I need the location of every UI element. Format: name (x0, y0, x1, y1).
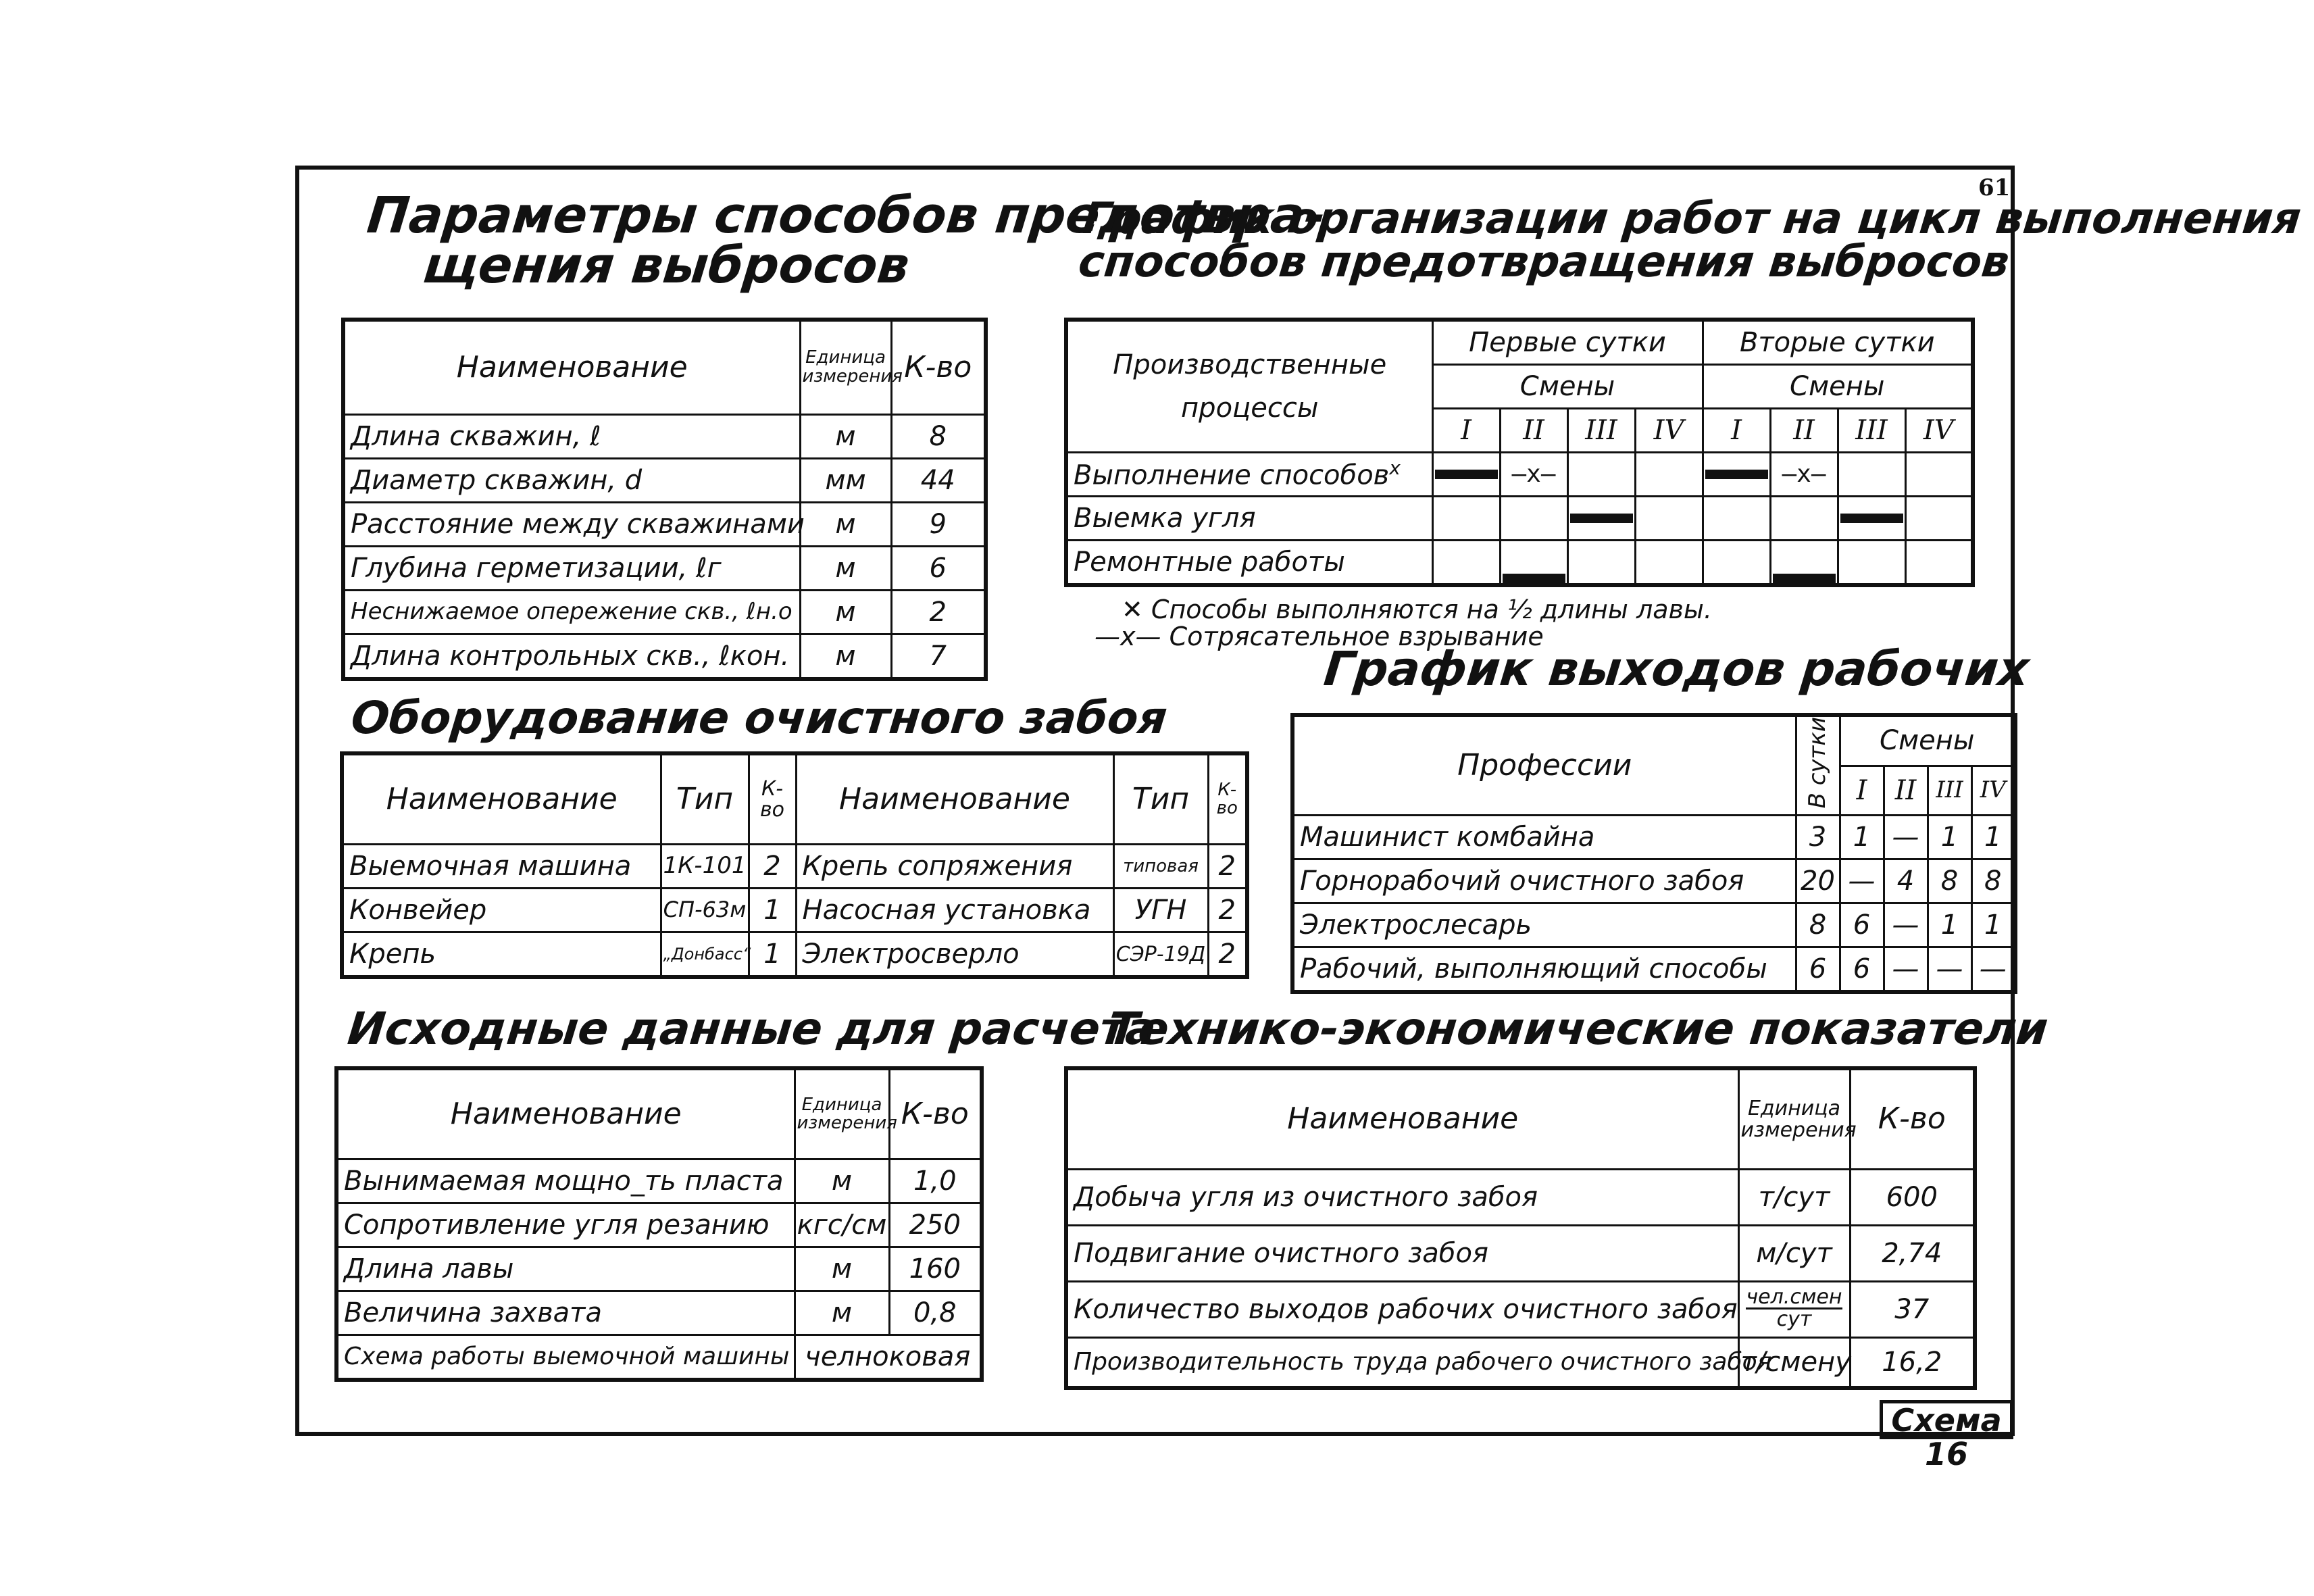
workers-cell-shift: 1 (1928, 903, 1971, 947)
params-cell-qty: 8 (891, 414, 986, 458)
schedule-cell (1703, 497, 1770, 541)
table-row (342, 845, 1247, 889)
schedule-cell-bar (1567, 497, 1635, 541)
equipment-cell-type: СЭР-19Д (1113, 932, 1208, 978)
equipment-cell-type: типовая (1113, 845, 1208, 889)
workers-header-per-day (1796, 715, 1840, 816)
workers-cell-shift: — (1971, 947, 2015, 993)
workers-header-profession: Профессии (1292, 715, 1796, 816)
table-row (336, 1203, 982, 1247)
workers-cell-total: 20 (1796, 859, 1840, 903)
schedule-cell (1635, 497, 1703, 541)
equipment-cell-type: УГН (1113, 889, 1208, 932)
table-row (1066, 1338, 1975, 1389)
tech-header-name: Наименование (1066, 1068, 1738, 1170)
footnote-mark: x (1389, 457, 1401, 480)
params-title (359, 186, 1329, 295)
table-row (1066, 1226, 1975, 1282)
schedule-cell (1567, 453, 1635, 497)
equipment-table (340, 751, 1249, 979)
schedule-shift: II (1500, 409, 1567, 453)
table-row (343, 414, 986, 458)
tech-cell-qty: 600 (1850, 1170, 1975, 1226)
params-cell-qty: 7 (891, 634, 986, 679)
workers-table (1290, 713, 2017, 994)
equipment-cell-name: Электросверло (796, 932, 1113, 978)
schedule-table (1064, 318, 1975, 587)
workers-cell-shift: — (1884, 903, 1928, 947)
table-row (343, 546, 986, 590)
equipment-header-qty: К-во (749, 753, 796, 845)
equipment-cell-qty: 2 (1208, 889, 1247, 932)
schedule-cell-bar (1432, 453, 1500, 497)
input-cell-unit: м (795, 1291, 889, 1335)
table-row (1292, 816, 2015, 859)
workers-cell-total: 6 (1796, 947, 1840, 993)
tech-cell-qty: 16,2 (1850, 1338, 1975, 1389)
table-row (1066, 541, 1973, 586)
input-cell-unit: м (795, 1159, 889, 1203)
params-header-qty: К-во (891, 320, 986, 414)
input-cell-name: Схема работы выемочной машины (336, 1335, 795, 1380)
workers-title: График выходов рабочих (1321, 641, 2032, 697)
schedule-cell (1905, 453, 1973, 497)
workers-cell-total: 3 (1796, 816, 1840, 859)
params-table (341, 318, 988, 681)
schedule-cell (1567, 541, 1635, 586)
schedule-cell (1905, 497, 1973, 541)
params-cell-unit: м (800, 634, 891, 679)
schedule-cell (1500, 497, 1567, 541)
workers-cell-shift: 1 (1971, 816, 2015, 859)
schedule-shifts-label-day2: Смены (1703, 365, 1973, 409)
tech-cell-unit: т/сут (1738, 1170, 1850, 1226)
schedule-title-line1: График организации работ на цикл выполнения (1080, 194, 2304, 244)
input-cell-name: Сопротивление угля резанию (336, 1203, 795, 1247)
schedule-cell (1838, 453, 1905, 497)
schedule-header-day1: Первые сутки (1432, 320, 1703, 365)
equipment-cell-qty: 1 (749, 889, 796, 932)
schedule-process-label (1066, 453, 1432, 497)
schedule-title (1076, 194, 2304, 287)
schedule-process-label: Выемка угля (1066, 497, 1432, 541)
table-row (1292, 859, 2015, 903)
workers-cell-shift: 1 (1928, 816, 1971, 859)
tech-title: Технико-экономические показатели (1105, 1003, 2051, 1055)
tech-cell-name: Количество выходов рабочих очистного забоя (1066, 1282, 1738, 1338)
input-cell-name: Вынимаемая мощно_ть пласта (336, 1159, 795, 1203)
schedule-shift: IV (1635, 409, 1703, 453)
equipment-header-qty-2: К-во (1208, 753, 1247, 845)
input-cell-name: Длина лавы (336, 1247, 795, 1291)
tech-cell-unit: т/смену (1738, 1338, 1850, 1389)
input-title: Исходные данные для расчета (345, 1003, 1159, 1055)
table-row (1292, 903, 2015, 947)
workers-cell-total: 8 (1796, 903, 1840, 947)
params-cell-unit: м (800, 590, 891, 634)
input-cell-qty: 1,0 (889, 1159, 982, 1203)
table-row (336, 1291, 982, 1335)
input-cell-name: Величина захвата (336, 1291, 795, 1335)
schedule-cell (1703, 541, 1770, 586)
equipment-cell-name: Насосная установка (796, 889, 1113, 932)
schedule-shift: III (1838, 409, 1905, 453)
tech-cell-name: Производительность труда рабочего очистного забоя (1066, 1338, 1738, 1389)
schedule-cell (1635, 541, 1703, 586)
table-row (342, 932, 1247, 978)
tech-cell-name: Добыча угля из очистного забоя (1066, 1170, 1738, 1226)
equipment-header-type-2: Тип (1113, 753, 1208, 845)
params-header-unit: Единица измерения (800, 320, 891, 414)
table-row (336, 1159, 982, 1203)
table-row (343, 458, 986, 502)
schedule-shift: III (1567, 409, 1635, 453)
workers-cell-shift: — (1884, 816, 1928, 859)
params-cell-unit: м (800, 502, 891, 546)
table-row (342, 889, 1247, 932)
tech-table (1064, 1066, 1977, 1390)
schedule-cell-x: —x— (1500, 453, 1567, 497)
schedule-shifts-label-day1: Смены (1432, 365, 1703, 409)
workers-header-shifts: Смены (1840, 715, 2015, 766)
schedule-cell (1770, 497, 1838, 541)
schedule-note-2: —x— Сотрясательное взрывание (1095, 622, 1544, 651)
table-row (1066, 497, 1973, 541)
params-cell-name: Длина скважин, ℓ (343, 414, 800, 458)
equipment-cell-qty: 2 (1208, 845, 1247, 889)
params-cell-qty: 44 (891, 458, 986, 502)
params-cell-name: Расстояние между скважинами (343, 502, 800, 546)
equipment-cell-qty: 2 (749, 845, 796, 889)
params-cell-qty: 2 (891, 590, 986, 634)
table-row (343, 634, 986, 679)
workers-cell-profession: Горнорабочий очистного забоя (1292, 859, 1796, 903)
schedule-process-label: Ремонтные работы (1066, 541, 1432, 586)
equipment-cell-name: Крепь сопряжения (796, 845, 1113, 889)
equipment-title: Оборудование очистного забоя (349, 692, 1170, 744)
schedule-cell-bar (1703, 453, 1770, 497)
table-row (1292, 947, 2015, 993)
schedule-process-text: Выполнение способов (1074, 459, 1390, 491)
input-cell-qty: 250 (889, 1203, 982, 1247)
workers-cell-shift: — (1884, 947, 1928, 993)
input-header-unit: Единица измерения (795, 1068, 889, 1159)
input-table (334, 1066, 984, 1382)
schedule-cell-x: —x— (1770, 453, 1838, 497)
equipment-cell-type: 1К-101 (661, 845, 749, 889)
tech-header-unit: Единица измерения (1738, 1068, 1850, 1170)
scheme-stamp: Схема 16 (1880, 1400, 2013, 1439)
schedule-cell (1432, 541, 1500, 586)
input-cell-value: челноковая (795, 1335, 982, 1380)
workers-cell-shift: 4 (1884, 859, 1928, 903)
workers-cell-profession: Электрослесарь (1292, 903, 1796, 947)
workers-cell-shift: — (1840, 859, 1884, 903)
workers-shift: IV (1971, 766, 2015, 816)
schedule-cell (1635, 453, 1703, 497)
fraction-top: чел.смен (1746, 1285, 1842, 1309)
input-header-name: Наименование (336, 1068, 795, 1159)
table-row (336, 1335, 982, 1380)
workers-cell-shift: 1 (1971, 903, 2015, 947)
workers-cell-shift: 6 (1840, 947, 1884, 993)
schedule-shift: II (1770, 409, 1838, 453)
schedule-shift: I (1432, 409, 1500, 453)
schedule-shift: IV (1905, 409, 1973, 453)
schedule-cell (1432, 497, 1500, 541)
unit-fraction (1746, 1287, 1842, 1330)
schedule-note-1: ✕ Способы выполняются на ½ длины лавы. (1122, 595, 1712, 624)
workers-cell-shift: 1 (1840, 816, 1884, 859)
schedule-cell-bar (1838, 497, 1905, 541)
equipment-header-name-2: Наименование (796, 753, 1113, 845)
fraction-bottom: сут (1776, 1307, 1812, 1331)
workers-shift: II (1884, 766, 1928, 816)
workers-cell-shift: 8 (1971, 859, 2015, 903)
table-row (343, 590, 986, 634)
table-row (1066, 453, 1973, 497)
schedule-cell-bar (1770, 541, 1838, 586)
params-cell-unit: м (800, 414, 891, 458)
table-row (336, 1247, 982, 1291)
workers-shift: I (1840, 766, 1884, 816)
tech-cell-unit-fraction (1738, 1282, 1850, 1338)
params-cell-name: Неснижаемое опережение скв., ℓн.о (343, 590, 800, 634)
table-row (343, 502, 986, 546)
params-cell-qty: 6 (891, 546, 986, 590)
params-cell-unit: мм (800, 458, 891, 502)
input-cell-qty: 0,8 (889, 1291, 982, 1335)
equipment-cell-type: „Донбасс“ (661, 932, 749, 978)
schedule-title-line2: способов предотвращения выбросов (1076, 237, 2012, 287)
input-cell-unit: м (795, 1247, 889, 1291)
table-row (1066, 1282, 1975, 1338)
schedule-header-process: Производственные процессы (1066, 320, 1432, 453)
input-cell-unit: кгс/см (795, 1203, 889, 1247)
equipment-cell-qty: 1 (749, 932, 796, 978)
params-title-line2: щения выбросов (420, 236, 913, 295)
workers-cell-profession: Машинист комбайна (1292, 816, 1796, 859)
equipment-cell-name: Крепь (342, 932, 661, 978)
input-header-qty: К-во (889, 1068, 982, 1159)
equipment-cell-type: СП-63м (661, 889, 749, 932)
workers-cell-shift: 8 (1928, 859, 1971, 903)
params-cell-name: Глубина герметизации, ℓг (343, 546, 800, 590)
params-cell-qty: 9 (891, 502, 986, 546)
workers-shift: III (1928, 766, 1971, 816)
workers-cell-profession: Рабочий, выполняющий способы (1292, 947, 1796, 993)
tech-header-qty: К-во (1850, 1068, 1975, 1170)
params-cell-unit: м (800, 546, 891, 590)
tech-cell-name: Подвигание очистного забоя (1066, 1226, 1738, 1282)
schedule-shift: I (1703, 409, 1770, 453)
tech-cell-unit: м/сут (1738, 1226, 1850, 1282)
schedule-cell (1905, 541, 1973, 586)
schedule-cell (1838, 541, 1905, 586)
workers-cell-shift: 6 (1840, 903, 1884, 947)
params-cell-name: Диаметр скважин, d (343, 458, 800, 502)
workers-cell-shift: — (1928, 947, 1971, 993)
schedule-cell-bar (1500, 541, 1567, 586)
equipment-cell-name: Выемочная машина (342, 845, 661, 889)
params-title-line1: Параметры способов предотвра- (364, 186, 1329, 245)
page-number: 61 (1978, 174, 2011, 201)
equipment-cell-name: Конвейер (342, 889, 661, 932)
tech-cell-qty: 2,74 (1850, 1226, 1975, 1282)
tech-cell-qty: 37 (1850, 1282, 1975, 1338)
schedule-header-day2: Вторые сутки (1703, 320, 1973, 365)
equipment-header-type: Тип (661, 753, 749, 845)
params-header-name: Наименование (343, 320, 800, 414)
params-cell-name: Длина контрольных скв., ℓкон. (343, 634, 800, 679)
workers-header-per-day-text: В сутки (1803, 717, 1831, 809)
equipment-header-name: Наименование (342, 753, 661, 845)
table-row (1066, 1170, 1975, 1226)
equipment-cell-qty: 2 (1208, 932, 1247, 978)
input-cell-qty: 160 (889, 1247, 982, 1291)
